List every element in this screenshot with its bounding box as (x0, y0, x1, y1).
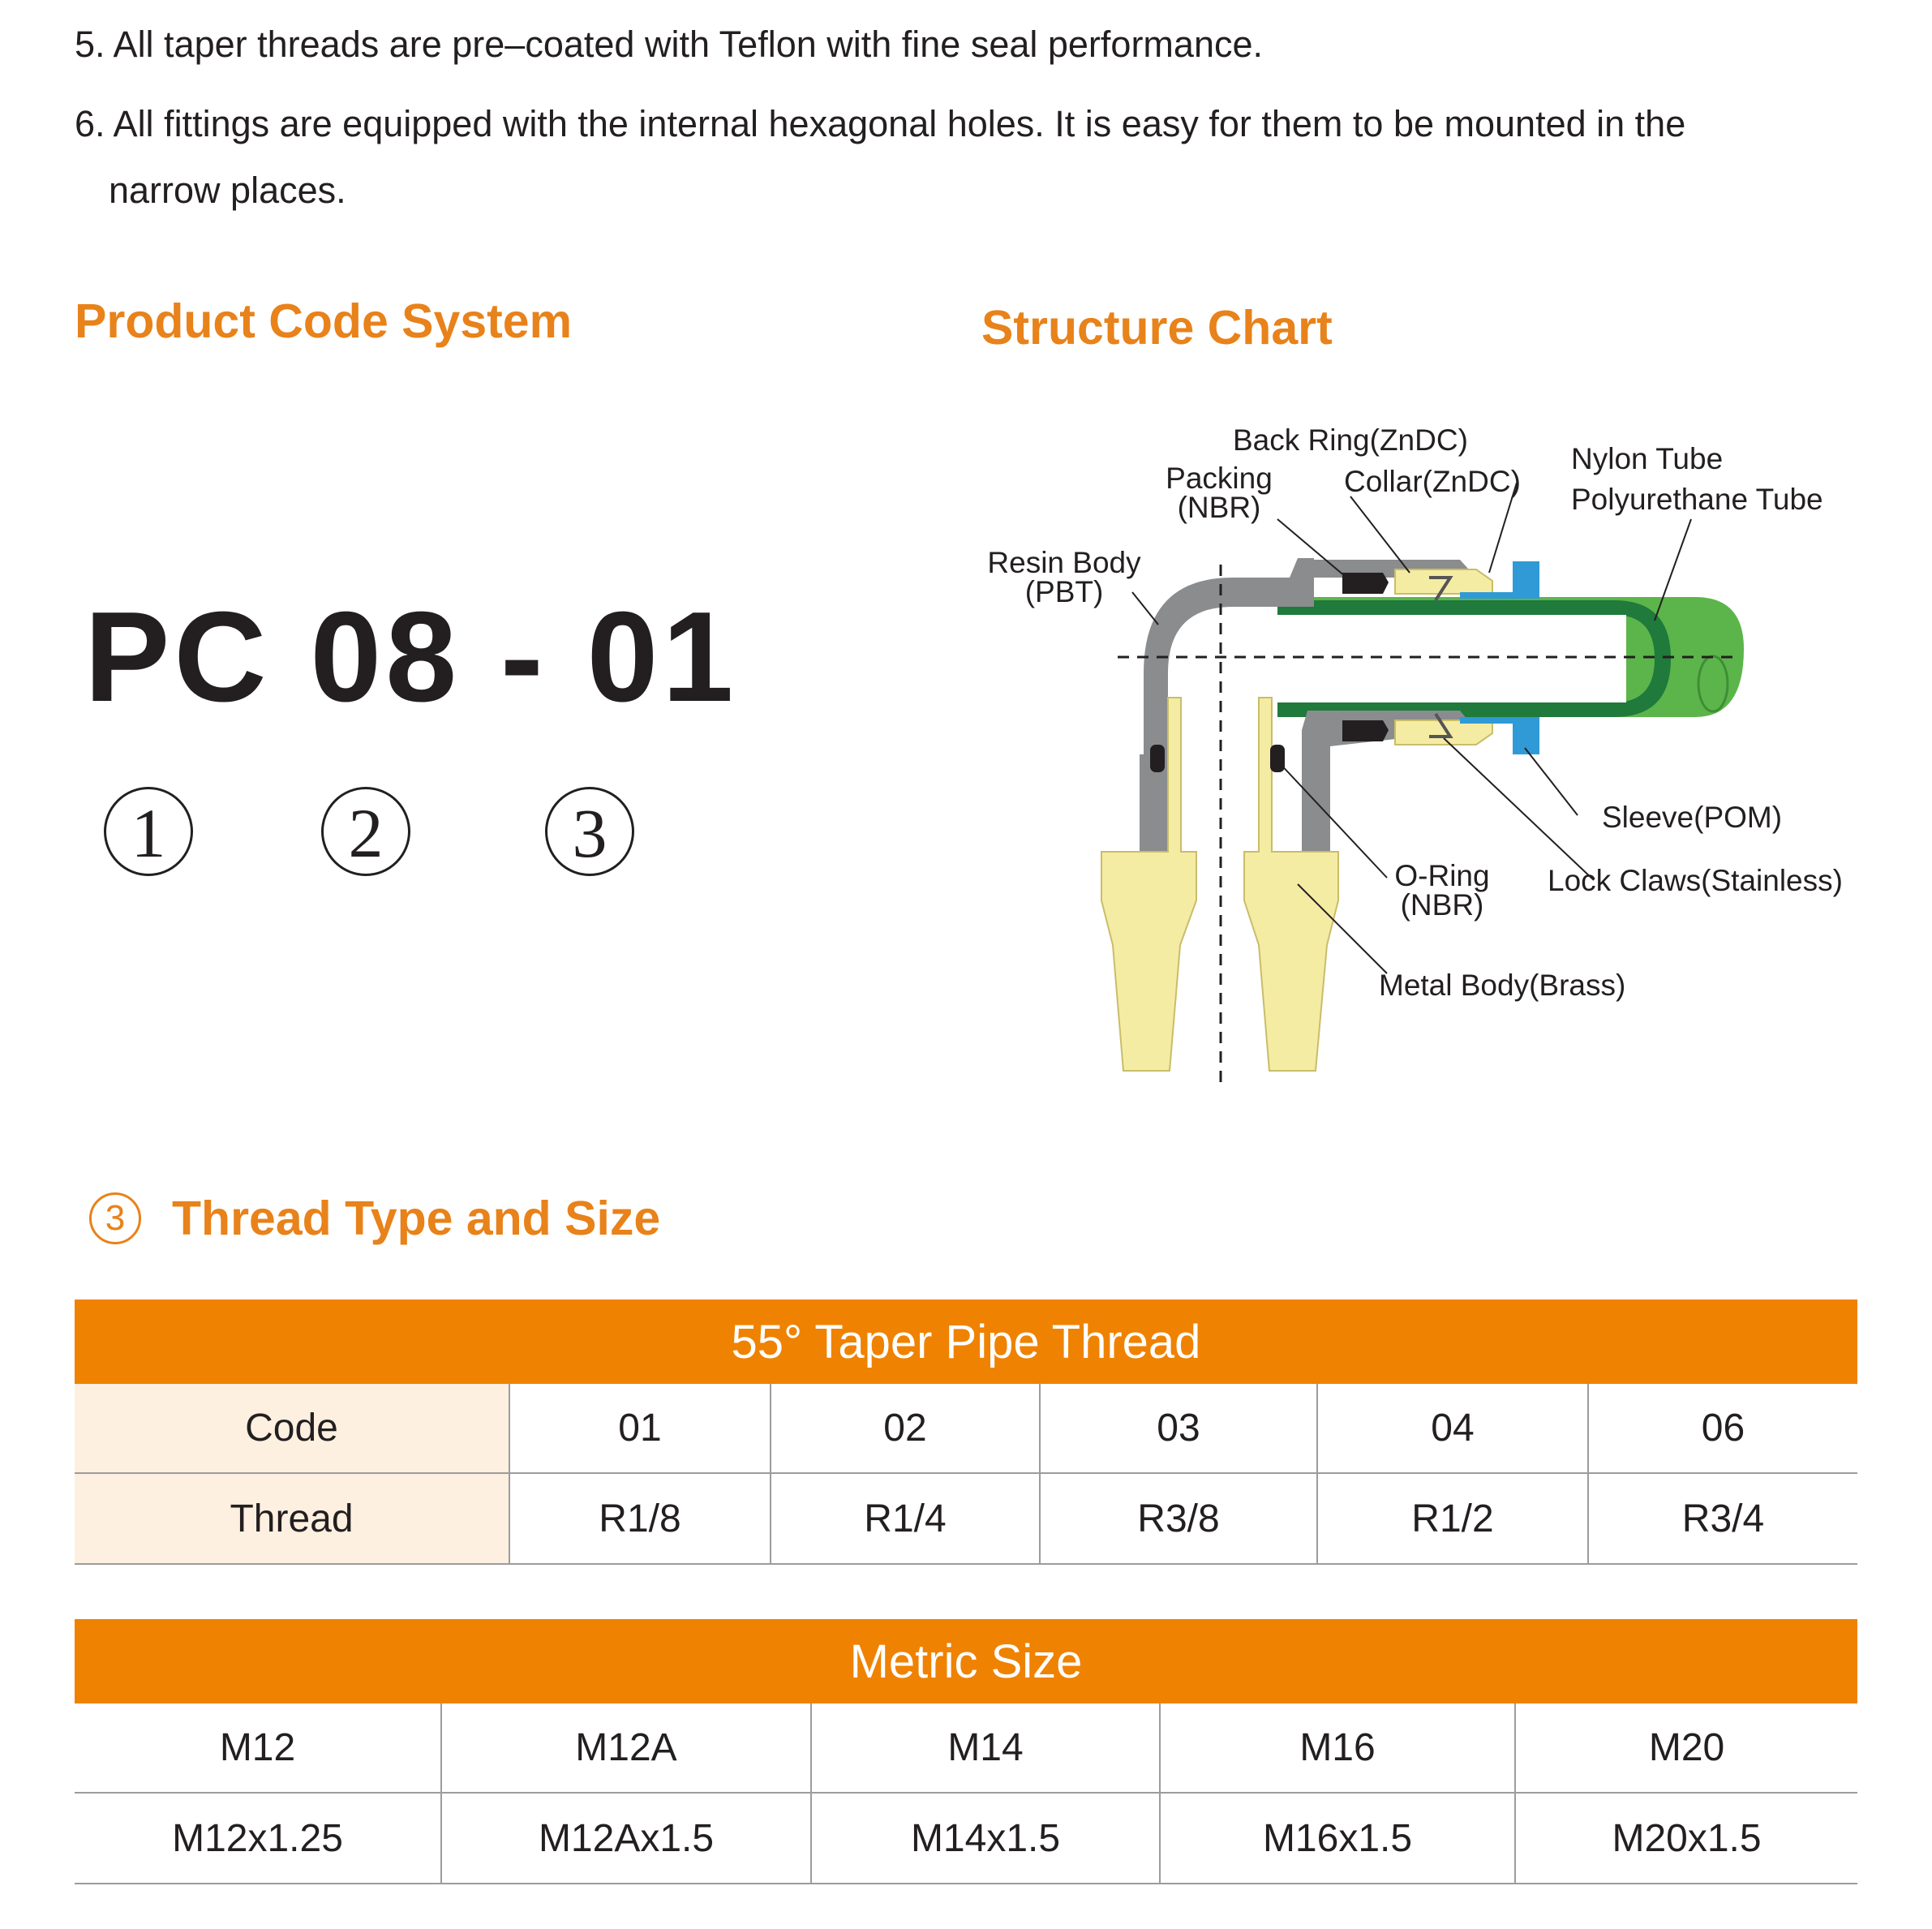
taper-code-cell: 03 (1040, 1384, 1317, 1473)
marker-3: 3 (545, 787, 634, 876)
label-back-ring: Back Ring(ZnDC) (1233, 423, 1468, 457)
note-5: 5. All taper threads are pre–coated with Teflon with fine seal performance. (75, 24, 1264, 65)
taper-table-title: 55° Taper Pipe Thread (75, 1300, 1857, 1384)
code-row-label: Code (75, 1384, 509, 1473)
taper-code-cell: 06 (1588, 1384, 1857, 1473)
taper-code-cell: 04 (1317, 1384, 1588, 1473)
label-lock-claws: Lock Claws(Stainless) (1548, 864, 1843, 897)
metric-thread-cell: M20x1.5 (1515, 1793, 1857, 1884)
taper-thread-cell: R1/8 (509, 1473, 771, 1564)
metric-thread-cell: M12x1.25 (75, 1793, 441, 1884)
taper-code-cell: 02 (771, 1384, 1040, 1473)
product-code: PC 08 - 01 (84, 586, 738, 728)
taper-thread-cell: R3/8 (1040, 1473, 1317, 1564)
label-resin-body: Resin Body (PBT) (987, 546, 1141, 608)
section-marker-3: 3 (89, 1192, 141, 1244)
metric-thread-cell: M12Ax1.5 (441, 1793, 811, 1884)
metric-code-cell: M12 (75, 1703, 441, 1793)
metric-thread-cell: M16x1.5 (1160, 1793, 1515, 1884)
label-packing: Packing (NBR) (1166, 462, 1273, 524)
metric-thread-cell: M14x1.5 (811, 1793, 1160, 1884)
metric-code-cell: M20 (1515, 1703, 1857, 1793)
metric-code-cell: M14 (811, 1703, 1160, 1793)
label-sleeve: Sleeve(POM) (1602, 801, 1783, 834)
taper-thread-cell: R3/4 (1588, 1473, 1857, 1564)
label-metal-body: Metal Body(Brass) (1379, 969, 1626, 1002)
taper-thread-cell: R1/2 (1317, 1473, 1588, 1564)
thread-section-heading: Thread Type and Size (172, 1192, 661, 1245)
metric-table-title: Metric Size (75, 1619, 1857, 1703)
label-nylon-tube: Nylon Tube (1571, 442, 1724, 475)
taper-thread-cell: R1/4 (771, 1473, 1040, 1564)
label-collar: Collar(ZnDC) (1344, 465, 1521, 498)
thread-row-label: Thread (75, 1473, 509, 1564)
label-o-ring: O-Ring (NBR) (1394, 859, 1490, 922)
metric-code-cell: M16 (1160, 1703, 1515, 1793)
label-polyurethane-tube: Polyurethane Tube (1571, 483, 1823, 516)
note-6: 6. All fittings are equipped with the internal hexagonal holes. It is easy for them to be mounted in the (75, 103, 1686, 144)
taper-code-cell: 01 (509, 1384, 771, 1473)
marker-2: 2 (321, 787, 410, 876)
taper-thread-table (75, 1300, 1857, 1565)
marker-1: 1 (104, 787, 193, 876)
metric-code-cell: M12A (441, 1703, 811, 1793)
product-code-heading: Product Code System (75, 294, 573, 348)
structure-chart-heading: Structure Chart (981, 301, 1333, 354)
note-6-continued: narrow places. (109, 170, 346, 211)
metric-size-table (75, 1619, 1857, 1884)
